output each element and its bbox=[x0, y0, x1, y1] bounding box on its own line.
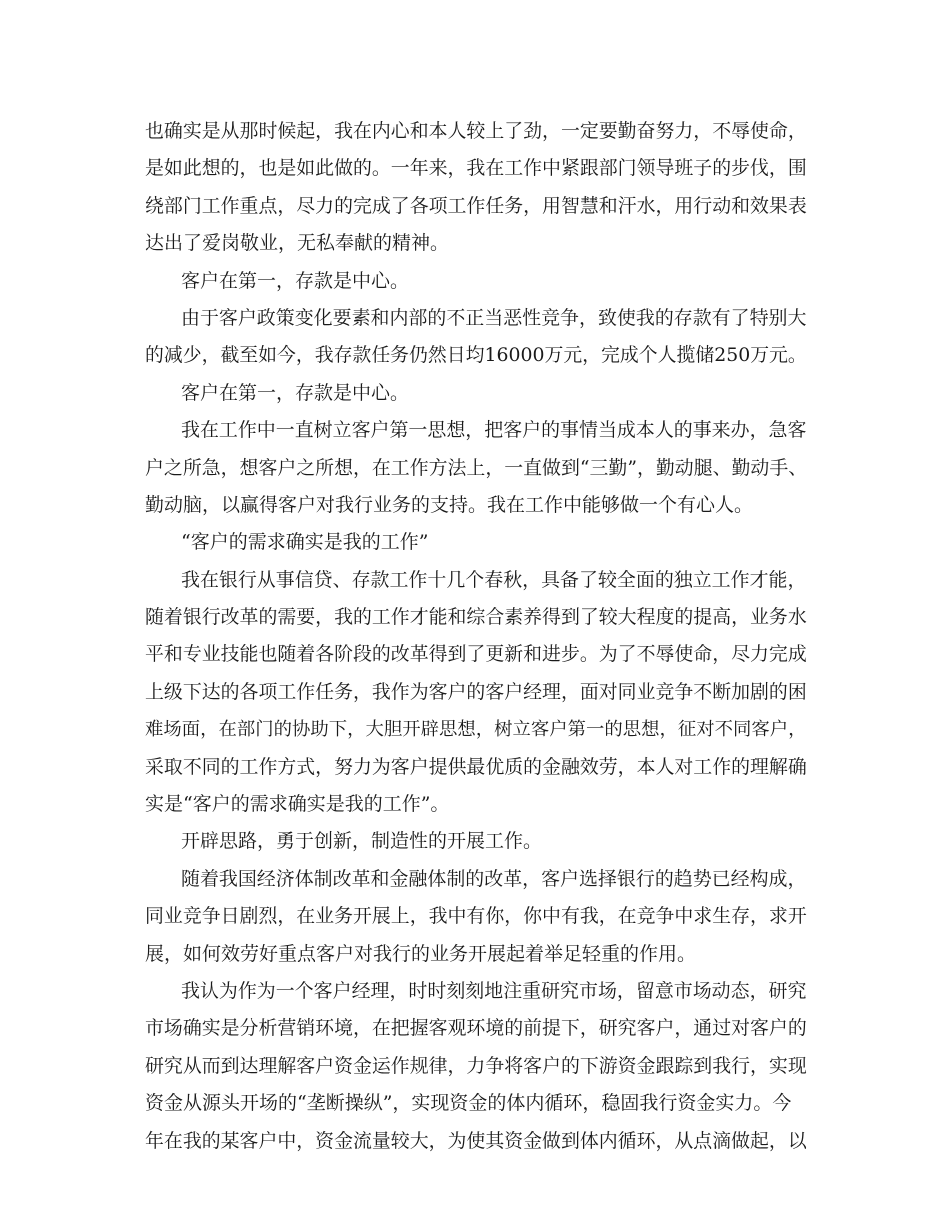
text-line: 开辟思路，勇于创新，制造性的开展工作。 bbox=[181, 830, 543, 853]
text-line: 客户在第一，存款是中心。 bbox=[181, 381, 410, 404]
text-line: 研究从而到达理解客户资金运作规律，力争将客户的下游资金跟踪到我行，实现 bbox=[145, 1054, 807, 1077]
text-line: 随着我国经济体制改革和金融体制的改革，客户选择银行的趋势已经构成， bbox=[181, 867, 807, 890]
text-line: 实是“客户的需求确实是我的工作”。 bbox=[145, 793, 450, 816]
text-line: 绕部门工作重点，尽力的完成了各项工作任务，用智慧和汗水，用行动和效果表 bbox=[145, 194, 807, 217]
text-line: 难场面，在部门的协助下，大胆开辟思想，树立客户第一的思想，征对不同客户， bbox=[145, 719, 807, 741]
text-line: 展，如何效劳好重点客户对我行的业务开展起着举足轻重的作用。 bbox=[145, 942, 697, 965]
text-line: 我在银行从事信贷、存款工作十几个春秋，具备了较全面的独立工作才能， bbox=[181, 568, 807, 591]
text-line: 同业竞争日剧烈，在业务开展上，我中有你，你中有我，在竞争中求生存，求开 bbox=[145, 905, 807, 928]
text-line: 户之所急，想客户之所想，在工作方法上，一直做到“三勤”，勤动腿、勤动手、 bbox=[145, 456, 808, 479]
text-line: 由于客户政策变化要素和内部的不正当恶性竞争，致使我的存款有了特别大 bbox=[181, 306, 807, 329]
text-line: 资金从源头开场的“垄断操纵”，实现资金的体内循环，稳固我行资金实力。今 bbox=[145, 1092, 792, 1115]
text-line: 采取不同的工作方式，努力为客户提供最优质的金融效劳，本人对工作的理解确 bbox=[145, 755, 807, 778]
text-line: 平和专业技能也随着各阶段的改革得到了更新和进步。为了不辱使命，尽力完成 bbox=[145, 643, 807, 666]
text-line: 上级下达的各项工作任务，我作为客户的客户经理，面对同业竞争不断加剧的困 bbox=[145, 680, 807, 703]
text-line: 市场确实是分析营销环境，在把握客观环境的前提下，研究客户，通过对客户的 bbox=[145, 1017, 807, 1040]
text-line: 客户在第一，存款是中心。 bbox=[181, 269, 410, 292]
text-line: 年在我的某客户中，资金流量较大，为使其资金做到体内循环，从点滴做起，以 bbox=[145, 1129, 807, 1152]
text-line: 也确实是从那时候起，我在内心和本人较上了劲，一定要勤奋努力，不辱使命， bbox=[145, 120, 807, 142]
text-line: 我在工作中一直树立客户第一思想，把客户的事情当成本人的事来办，急客 bbox=[181, 419, 807, 442]
text-line: 达出了爱岗敬业，无私奉献的精神。 bbox=[145, 232, 450, 255]
document-body bbox=[145, 113, 807, 1160]
text-line: 随着银行改革的需要，我的工作才能和综合素养得到了较大程度的提高，业务水 bbox=[145, 606, 807, 629]
text-line: 是如此想的，也是如此做的。一年来，我在工作中紧跟部门领导班子的步伐，围 bbox=[145, 157, 807, 180]
text-line: “客户的需求确实是我的工作” bbox=[181, 531, 429, 554]
text-line: 我认为作为一个客户经理，时时刻刻地注重研究市场，留意市场动态，研究 bbox=[181, 979, 807, 1002]
text-line: 勤动脑，以赢得客户对我行业务的支持。我在工作中能够做一个有心人。 bbox=[145, 493, 754, 516]
text-line: 的减少，截至如今，我存款任务仍然日均16000万元，完成个人揽储250万元。 bbox=[145, 344, 807, 367]
